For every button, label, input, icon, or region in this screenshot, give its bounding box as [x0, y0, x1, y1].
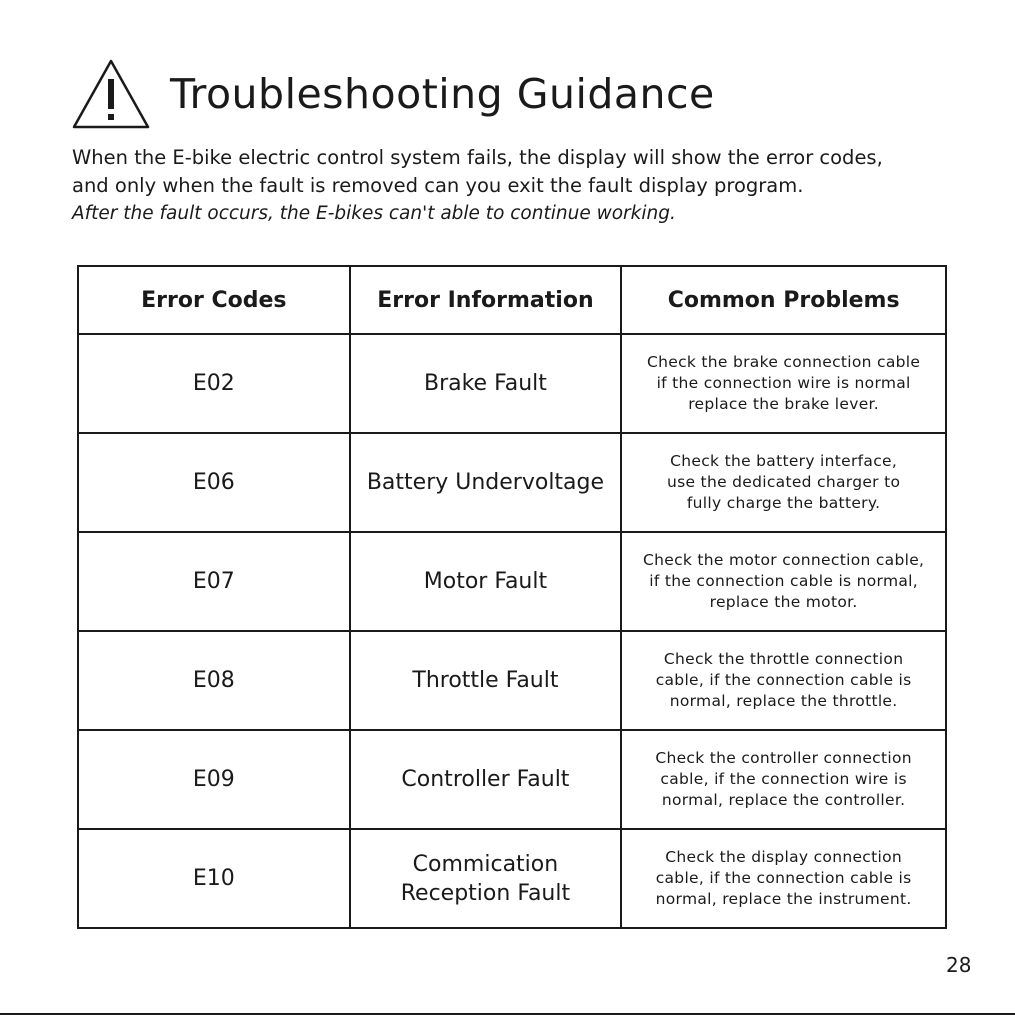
- error-code-cell: E10: [78, 829, 350, 928]
- common-problem-cell: Check the controller connection cable, if the connection wire is normal, replace the controller.: [621, 730, 946, 829]
- error-code-cell: E06: [78, 433, 350, 532]
- error-code-cell: E02: [78, 334, 350, 433]
- error-info-cell: Commication Reception Fault: [350, 829, 622, 928]
- error-code-table: [77, 265, 947, 929]
- warning-triangle-icon: [70, 57, 152, 131]
- page-title: Troubleshooting Guidance: [170, 70, 715, 118]
- common-problem-cell: Check the display connection cable, if the connection cable is normal, replace the instrument.: [621, 829, 946, 928]
- table-row: [78, 631, 946, 730]
- intro-text: [72, 144, 972, 228]
- intro-warning-line: After the fault occurs, the E-bikes can't able to continue working.: [72, 203, 676, 224]
- table-row: [78, 433, 946, 532]
- table-header-row: [78, 266, 946, 334]
- header-error-codes: Error Codes: [78, 266, 350, 334]
- common-problem-cell: Check the battery interface, use the dedicated charger to fully charge the battery.: [621, 433, 946, 532]
- error-info-cell: Throttle Fault: [350, 631, 622, 730]
- table-row: [78, 532, 946, 631]
- common-problem-cell: Check the motor connection cable, if the connection cable is normal, replace the motor.: [621, 532, 946, 631]
- table-row: [78, 730, 946, 829]
- error-info-cell: Battery Undervoltage: [350, 433, 622, 532]
- error-info-cell: Controller Fault: [350, 730, 622, 829]
- common-problem-cell: Check the brake connection cable if the connection wire is normal replace the brake lever.: [621, 334, 946, 433]
- header-error-information: Error Information: [350, 266, 622, 334]
- error-code-cell: E07: [78, 532, 350, 631]
- error-info-cell: Brake Fault: [350, 334, 622, 433]
- common-problem-cell: Check the throttle connection cable, if the connection cable is normal, replace the throttle.: [621, 631, 946, 730]
- error-info-cell: Motor Fault: [350, 532, 622, 631]
- intro-line-2: and only when the fault is removed can you exit the fault display program.: [72, 174, 804, 197]
- page-number: 28: [946, 953, 972, 977]
- error-code-cell: E08: [78, 631, 350, 730]
- table-row: [78, 829, 946, 928]
- error-code-cell: E09: [78, 730, 350, 829]
- intro-line-1: When the E-bike electric control system fails, the display will show the error codes,: [72, 146, 883, 169]
- header-common-problems: Common Problems: [621, 266, 946, 334]
- table-row: [78, 334, 946, 433]
